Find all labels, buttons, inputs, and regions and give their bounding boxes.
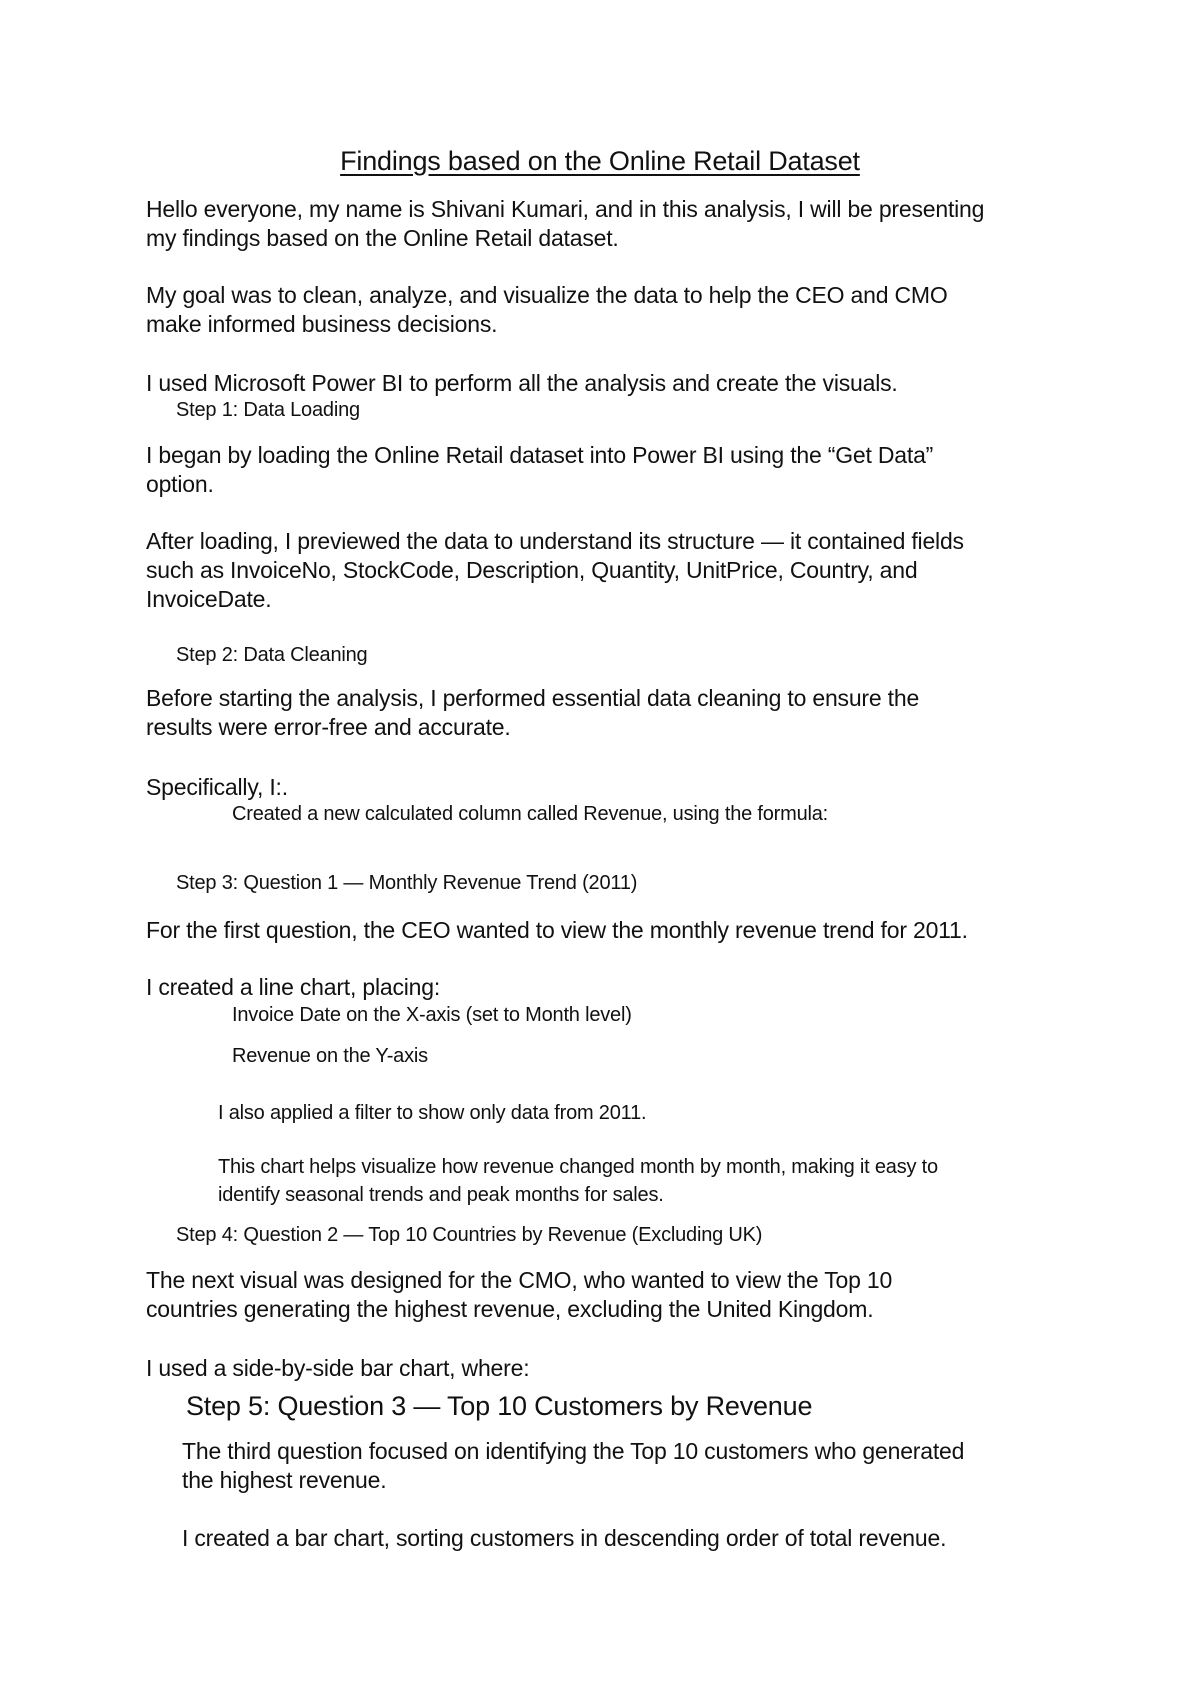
step4-paragraph-line: The next visual was designed for the CMO, who wanted to view the Top 10 xyxy=(146,1267,893,1293)
step3-note-line: identify seasonal trends and peak months for sales. xyxy=(218,1184,664,1206)
step4-paragraph: I used a side-by-side bar chart, where: xyxy=(146,1355,530,1381)
step4-paragraph-line: countries generating the highest revenue, excluding the United Kingdom. xyxy=(146,1296,874,1322)
step4-heading: Step 4: Question 2 — Top 10 Countries by Revenue (Excluding UK) xyxy=(176,1224,763,1246)
step3-paragraph: For the first question, the CEO wanted to view the monthly revenue trend for 2011. xyxy=(146,917,968,943)
step2-paragraph-line: results were error-free and accurate. xyxy=(146,714,511,740)
step3-list-item: Invoice Date on the X-axis (set to Month level) xyxy=(232,1004,632,1026)
step1-heading: Step 1: Data Loading xyxy=(176,399,360,421)
step3-list-item: Revenue on the Y-axis xyxy=(232,1045,428,1067)
goal-paragraph-line: make informed business decisions. xyxy=(146,311,498,337)
document-title: Findings based on the Online Retail Dataset xyxy=(340,146,860,176)
step5-paragraph-line: The third question focused on identifying the Top 10 customers who generated xyxy=(182,1438,965,1464)
step1-paragraph-line: After loading, I previewed the data to understand its structure — it contained fields xyxy=(146,528,964,554)
tool-paragraph: I used Microsoft Power BI to perform all the analysis and create the visuals. xyxy=(146,370,898,396)
step5-heading: Step 5: Question 3 — Top 10 Customers by Revenue xyxy=(186,1391,813,1421)
step1-paragraph-line: I began by loading the Online Retail dataset into Power BI using the “Get Data” xyxy=(146,442,934,468)
step3-paragraph: I created a line chart, placing: xyxy=(146,974,441,1000)
step1-paragraph-line: InvoiceDate. xyxy=(146,586,272,612)
step2-paragraph: Specifically, I:. xyxy=(146,774,288,800)
step3-note: I also applied a filter to show only data from 2011. xyxy=(218,1102,647,1124)
step5-paragraph-line: the highest revenue. xyxy=(182,1467,387,1493)
step1-paragraph-line: option. xyxy=(146,471,214,497)
step2-paragraph-line: Before starting the analysis, I performed essential data cleaning to ensure the xyxy=(146,685,920,711)
step3-heading: Step 3: Question 1 — Monthly Revenue Trend (2011) xyxy=(176,872,638,894)
goal-paragraph-line: My goal was to clean, analyze, and visualize the data to help the CEO and CMO xyxy=(146,282,948,308)
intro-paragraph-line: Hello everyone, my name is Shivani Kumari, and in this analysis, I will be presenting xyxy=(146,196,985,222)
step5-paragraph: I created a bar chart, sorting customers in descending order of total revenue. xyxy=(182,1525,947,1551)
step1-paragraph-line: such as InvoiceNo, StockCode, Description, Quantity, UnitPrice, Country, and xyxy=(146,557,918,583)
step3-note-line: This chart helps visualize how revenue changed month by month, making it easy to xyxy=(218,1156,938,1178)
intro-paragraph-line: my findings based on the Online Retail dataset. xyxy=(146,225,619,251)
step2-list-item: Created a new calculated column called Revenue, using the formula: xyxy=(232,803,829,825)
step2-heading: Step 2: Data Cleaning xyxy=(176,644,368,666)
